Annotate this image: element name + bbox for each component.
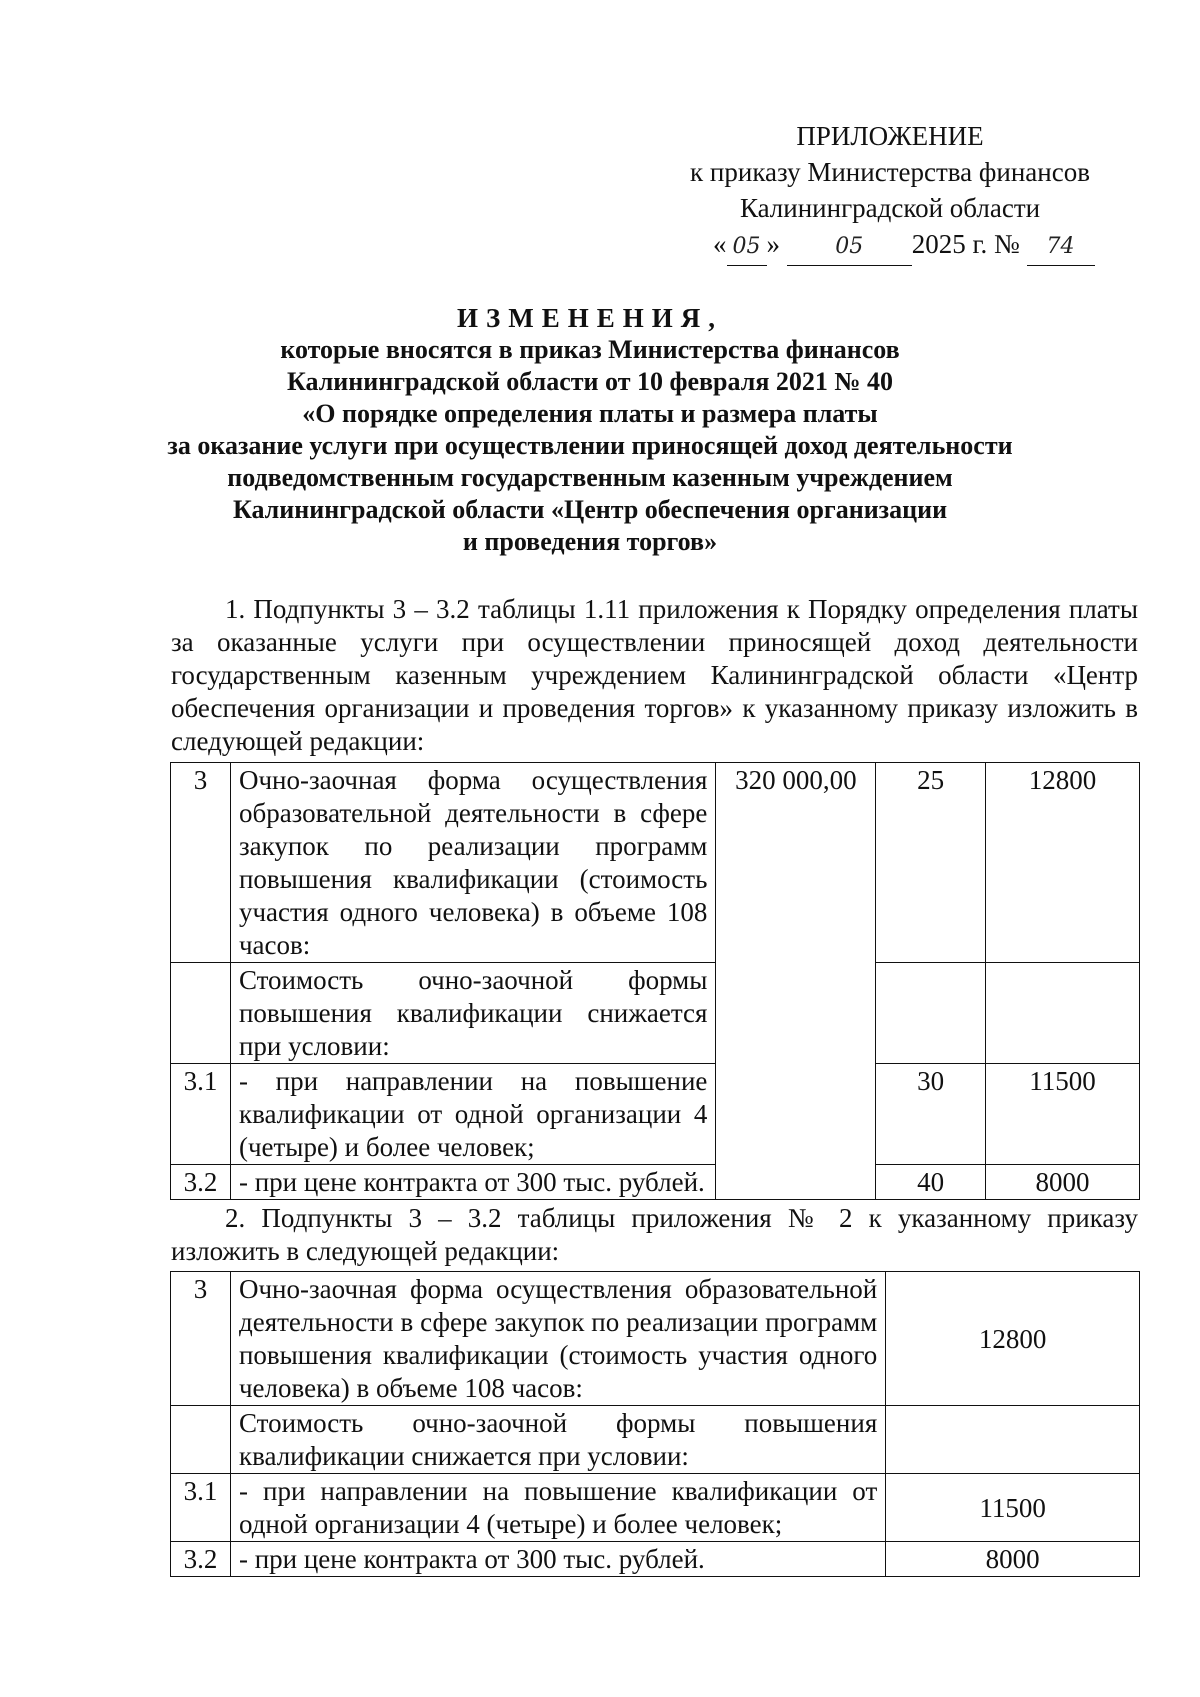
row-description: Стоимость очно-заочной формы повышения квалификации снижается при условии:: [230, 963, 715, 1064]
row-cost: 11500: [886, 1474, 1140, 1542]
row-description: - при направлении на повышение квалификации от одной организации 4 (четыре) и более человек;: [230, 1474, 885, 1542]
row-cost: 11500: [986, 1064, 1140, 1165]
title-line: Калининградской области от 10 февраля 2021 № 40: [286, 367, 894, 396]
row-cost: 8000: [986, 1165, 1140, 1200]
row-percent: 30: [876, 1064, 986, 1165]
title-line: подведомственным государственным казенным учреждением: [227, 463, 953, 492]
row-cost: 8000: [886, 1542, 1140, 1577]
row-number: 3.2: [171, 1165, 231, 1200]
row-cost: 12800: [886, 1272, 1140, 1406]
date-open-quote: «: [713, 229, 727, 259]
row-price: 320 000,00: [716, 763, 876, 1200]
date-close-quote: »: [766, 229, 780, 259]
appendix-date-line: [640, 226, 1140, 266]
appendix-title: ПРИЛОЖЕНИЕ: [796, 121, 984, 151]
row-cost: [986, 963, 1140, 1064]
title-line: и проведения торгов»: [462, 527, 718, 556]
row-description: - при цене контракта от 300 тыс. рублей.: [230, 1165, 715, 1200]
date-year: 2025 г. №: [911, 229, 1020, 259]
title-line: за оказание услуги при осуществлении приносящей доход деятельности: [167, 431, 1013, 460]
handwritten-month: 05: [787, 229, 912, 266]
table-1: [170, 762, 1140, 1200]
title-line: Калининградской области «Центр обеспечения организации: [232, 495, 948, 524]
row-number: 3.2: [171, 1542, 231, 1577]
title-line: которые вносятся в приказ Министерства финансов: [280, 335, 900, 364]
appendix-line-1: к приказу Министерства финансов: [690, 157, 1090, 187]
table-row: [171, 763, 1140, 963]
row-cost: [886, 1406, 1140, 1474]
paragraph-2: [171, 1202, 1138, 1268]
table-row: [171, 1474, 1140, 1542]
table-row: [171, 963, 1140, 1064]
paragraph-2-text: 2. Подпункты 3 – 3.2 таблицы приложения № 2 к указанному приказу изложить в следующей редакции:: [171, 1203, 1138, 1266]
row-description: Стоимость очно-заочной формы повышения квалификации снижается при условии:: [230, 1406, 885, 1474]
table-row: [171, 1406, 1140, 1474]
document-title: [130, 302, 1050, 558]
row-description: Очно-заочная форма осуществления образовательной деятельности в сфере закупок по реализации программ повышения квалификации (стоимость участия одного человека) в объеме 108 часов:: [230, 1272, 885, 1406]
row-number: [171, 963, 231, 1064]
title-heading: ИЗМЕНЕНИЯ,: [456, 303, 723, 333]
row-number: [171, 1406, 231, 1474]
title-line: «О порядке определения платы и размера платы: [302, 399, 878, 428]
row-percent: 25: [876, 763, 986, 963]
row-number: 3: [171, 763, 231, 963]
paragraph-1: [171, 593, 1138, 758]
row-cost: 12800: [986, 763, 1140, 963]
row-description: Очно-заочная форма осуществления образовательной деятельности в сфере закупок по реализации программ повышения квалификации (стоимость участия одного человека) в объеме 108 часов:: [230, 763, 715, 963]
row-number: 3: [171, 1272, 231, 1406]
table-row: [171, 1272, 1140, 1406]
table-2: [170, 1271, 1140, 1577]
row-description: - при направлении на повышение квалификации от одной организации 4 (четыре) и более человек;: [230, 1064, 715, 1165]
table-row: [171, 1064, 1140, 1165]
appendix-header: [640, 118, 1140, 266]
handwritten-day: 05: [727, 229, 767, 266]
row-number: 3.1: [171, 1474, 231, 1542]
paragraph-1-text: 1. Подпункты 3 – 3.2 таблицы 1.11 приложения к Порядку определения платы за оказанные услуги при осуществлении приносящей доход деятельности государственным казенным учреждением Калининградской области «Центр обеспечения организации и проведения торгов» к указанному приказу изложить в следующей редакции:: [171, 594, 1138, 756]
row-percent: [876, 963, 986, 1064]
row-number: 3.1: [171, 1064, 231, 1165]
appendix-line-2: Калининградской области: [739, 193, 1041, 223]
table-row: [171, 1165, 1140, 1200]
handwritten-order-number: 74: [1027, 229, 1095, 266]
row-description: - при цене контракта от 300 тыс. рублей.: [230, 1542, 885, 1577]
row-percent: 40: [876, 1165, 986, 1200]
table-row: [171, 1542, 1140, 1577]
